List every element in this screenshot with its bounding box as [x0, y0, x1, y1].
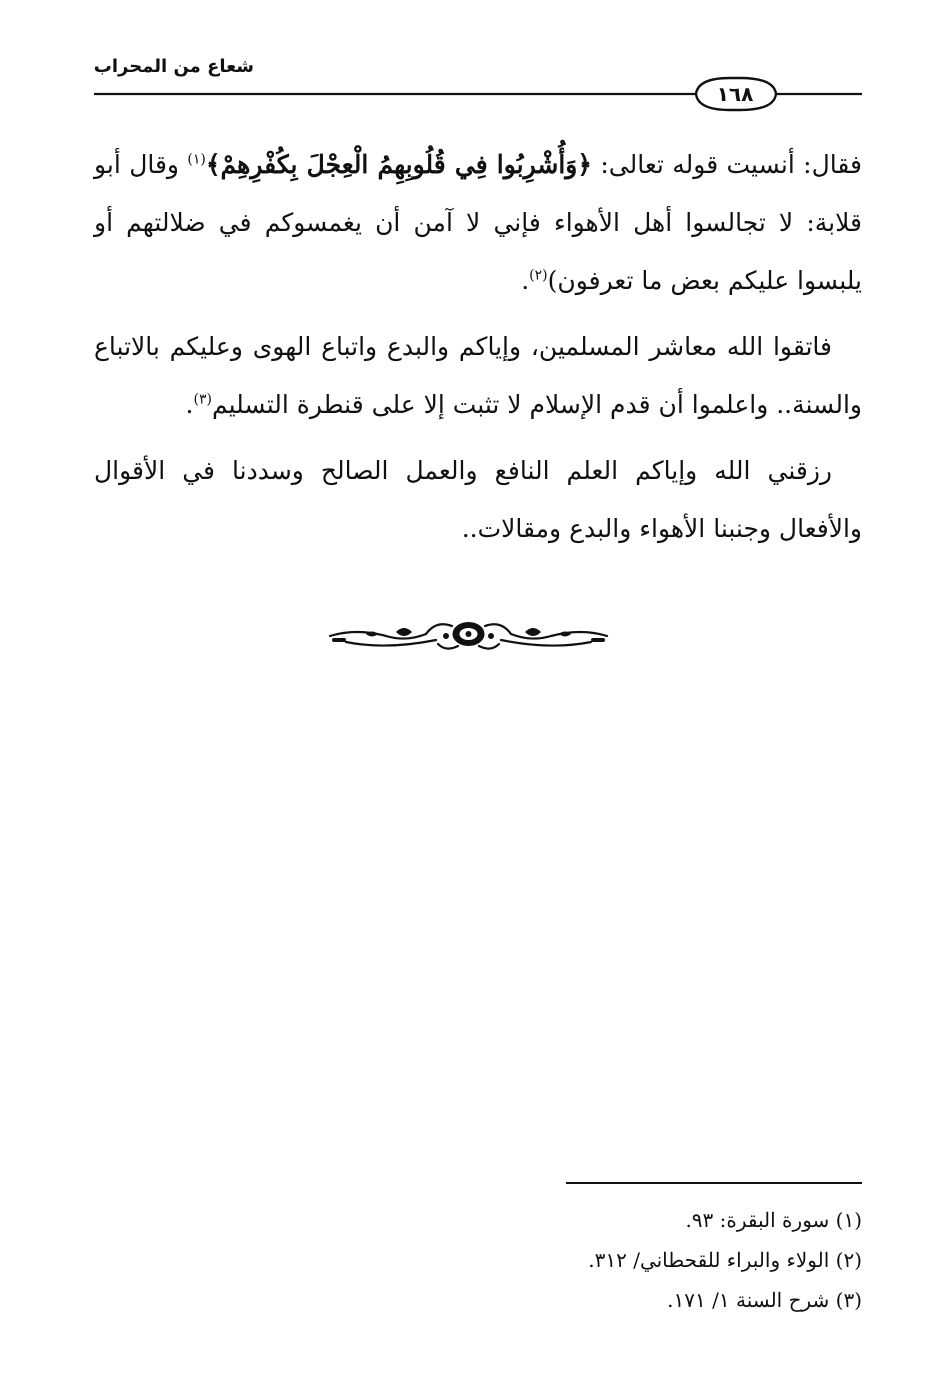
body-text: [94, 136, 862, 566]
paragraph-3: [94, 442, 862, 558]
paragraph-text: .: [185, 390, 194, 419]
footnote-ref-2[interactable]: (٢): [529, 267, 548, 284]
footnote-2: (٢) الولاء والبراء للقحطاني/ ٣١٢.: [588, 1248, 862, 1272]
footnote-ref-3[interactable]: (٣): [193, 391, 212, 408]
paragraph-2: [94, 318, 862, 434]
quran-verse: ﴿وَأُشْرِبُوا فِي قُلُوبِهِمُ الْعِجْلَ بِكُفْرِهِمْ﴾: [205, 150, 592, 179]
footnote-ref-1[interactable]: (١): [187, 151, 206, 168]
footnotes: [360, 1200, 862, 1320]
running-header-title: شعاع من المحراب: [93, 56, 254, 77]
paragraph-text: رزقني الله وإياكم العلم النافع والعمل الصالح وسددنا في الأقوال والأفعال وجنبنا الأهواء والبدع ومقالات..: [94, 456, 862, 543]
page-number: ١٦٨: [716, 82, 754, 106]
paragraph-text: فقال: أنسيت قوله تعالى:: [592, 150, 862, 179]
paragraph-text: .: [521, 266, 530, 295]
floral-divider-ornament-icon: [326, 614, 611, 654]
paragraph-text: فاتقوا الله معاشر المسلمين، وإياكم والبدع واتباع الهوى وعليكم بالاتباع والسنة.. واعلموا أن قدم الإسلام لا تثبت إلا على قنطرة التسليم: [94, 332, 862, 419]
paragraph-1: [94, 136, 862, 310]
footnote-1: (١) سورة البقرة: ٩٣.: [685, 1208, 862, 1232]
paragraph-text: وقال أبو قلابة: لا تجالسوا أهل الأهواء فإني لا آمن أن يغمسوكم في ضلالتهم أو يلبسوا عليكم بعض ما تعرفون): [94, 150, 862, 295]
footnote-separator: [566, 1182, 862, 1184]
footnote-3: (٣) شرح السنة ١/ ١٧١.: [667, 1288, 862, 1312]
